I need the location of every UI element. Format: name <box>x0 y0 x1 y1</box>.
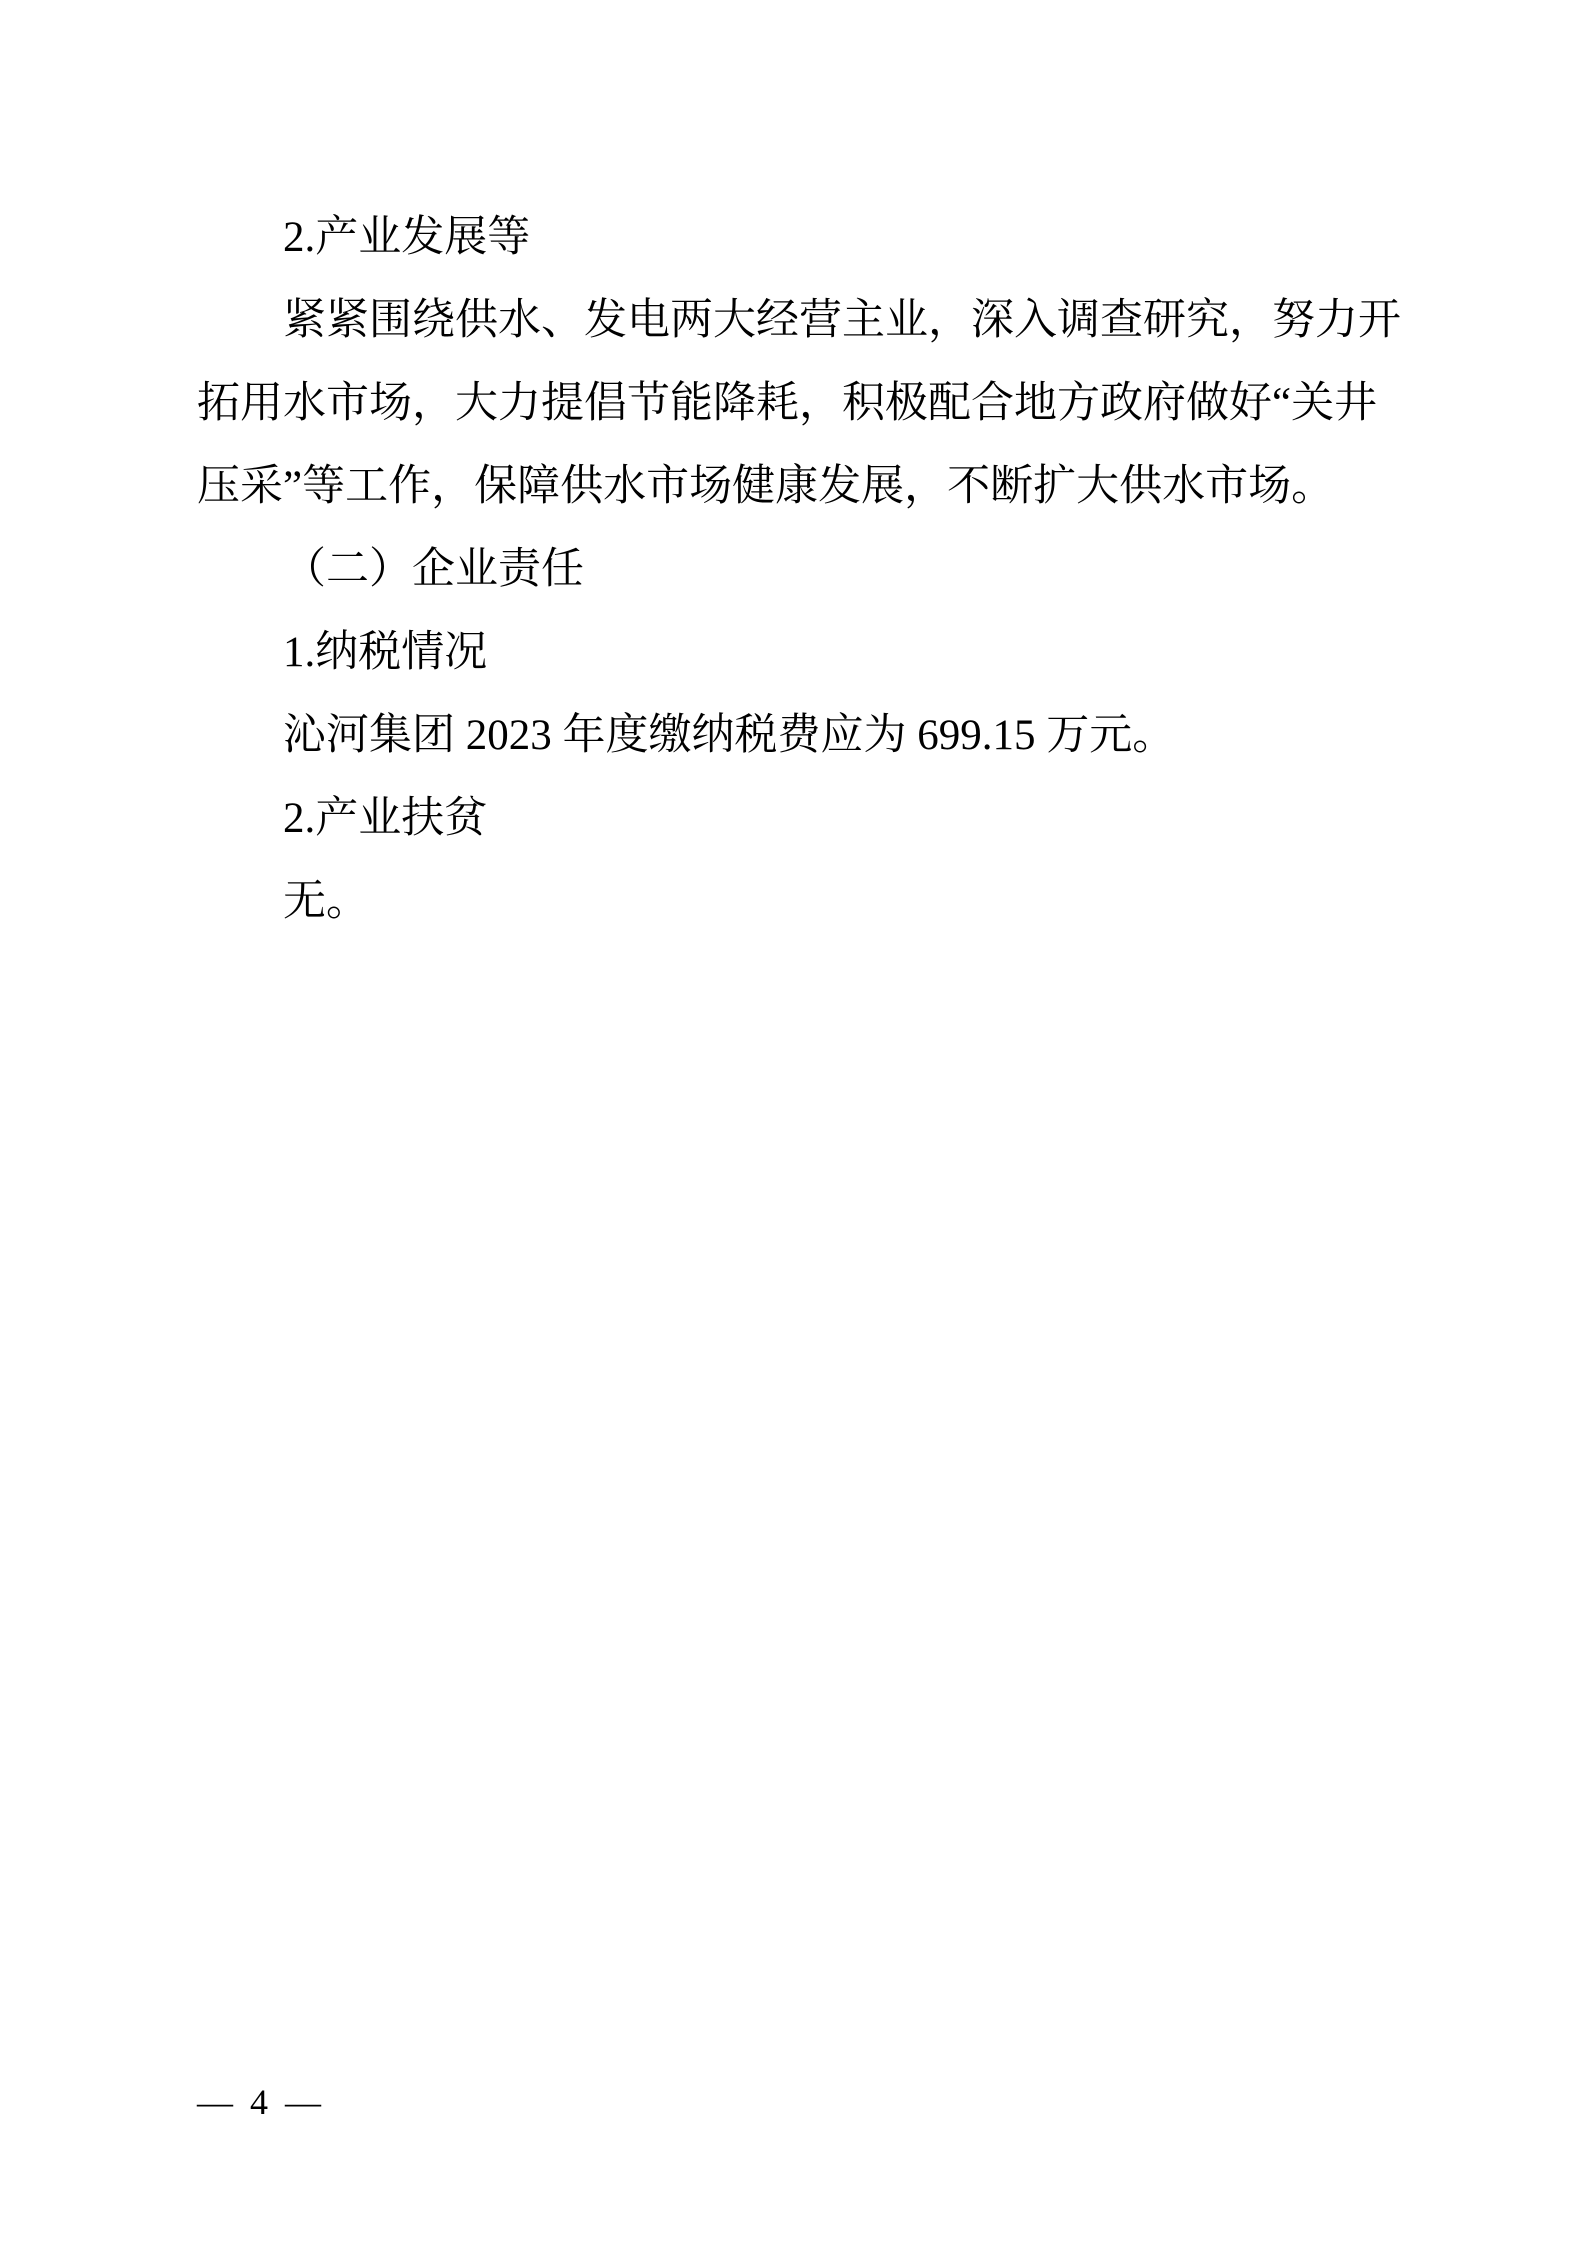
text-line: 压采”等工作，保障供水市场健康发展，不断扩大供水市场。 <box>197 463 1335 510</box>
page-number: — 4 — <box>197 2082 321 2122</box>
text-line: 沁河集团 2023 年度缴纳税费应为 699.15 万元。 <box>283 712 1176 759</box>
text-line: 2.产业发展等 <box>283 214 531 261</box>
text-line: 2.产业扶贫 <box>283 795 488 842</box>
text-line: 拓用水市场，大力提倡节能降耗，积极配合地方政府做好“关井 <box>197 380 1378 427</box>
text-line: 紧紧围绕供水、发电两大经营主业，深入调查研究，努力开 <box>283 297 1401 344</box>
text-line: （二）企业责任 <box>283 546 584 593</box>
page-footer <box>197 2082 321 2122</box>
text-line: 1.纳税情况 <box>283 629 488 676</box>
document-body <box>197 196 1401 943</box>
text-line: 无。 <box>283 878 369 925</box>
